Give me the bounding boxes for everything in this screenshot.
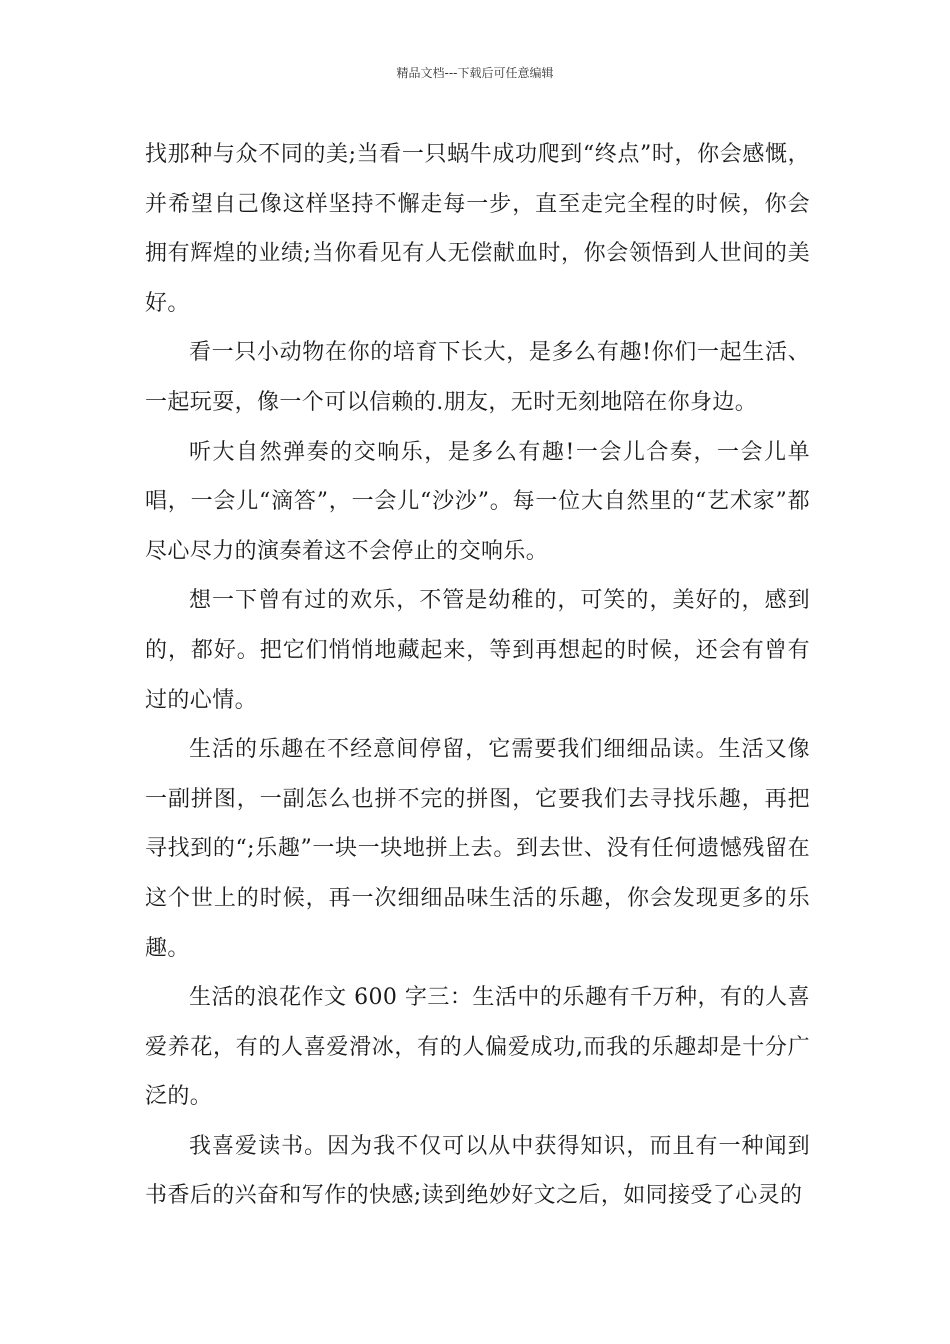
paragraph-2: 看一只小动物在你的培育下长大，是多么有趣!你们一起生活、一起玩耍，像一个可以信赖的.朋友，无时无刻地陪在你身边。	[145, 340, 810, 415]
page-header: 精品文档---下载后可任意编辑	[396, 66, 554, 80]
paragraph-6: 生活的浪花作文 600 字三：生活中的乐趣有千万种，有的人喜爱养花，有的人喜爱滑冰，有的人偏爱成功,而我的乐趣却是十分广泛的。	[145, 985, 810, 1110]
paragraph-3: 听大自然弹奏的交响乐，是多么有趣!一会儿合奏，一会儿单唱，一会儿“滴答”，一会儿“沙沙”。每一位大自然里的“艺术家”都尽心尽力的演奏着这不会停止的交响乐。	[145, 439, 810, 564]
paragraph-1: 找那种与众不同的美;当看一只蜗牛成功爬到“终点”时，你会感慨，并希望自己像这样坚持不懈走每一步，直至走完全程的时候，你会拥有辉煌的业绩;当你看见有人无偿献血时，你会领悟到人世间的美好。	[145, 142, 810, 316]
paragraph-5: 生活的乐趣在不经意间停留，它需要我们细细品读。生活又像一副拼图，一副怎么也拼不完的拼图，它要我们去寻找乐趣，再把寻找到的“;乐趣”一块一块地拼上去。到去世、没有任何遗憾残留在这个世上的时候，再一次细细品味生活的乐趣，你会发现更多的乐趣。	[145, 737, 810, 961]
paragraph-7: 我喜爱读书。因为我不仅可以从中获得知识，而且有一种闻到书香后的兴奋和写作的快感;读到绝妙好文之后，如同接受了心灵的	[145, 1133, 810, 1209]
paragraph-4: 想一下曾有过的欢乐，不管是幼稚的，可笑的，美好的，感到的，都好。把它们悄悄地藏起来，等到再想起的时候，还会有曾有过的心情。	[145, 588, 810, 713]
document-body	[145, 130, 810, 1221]
